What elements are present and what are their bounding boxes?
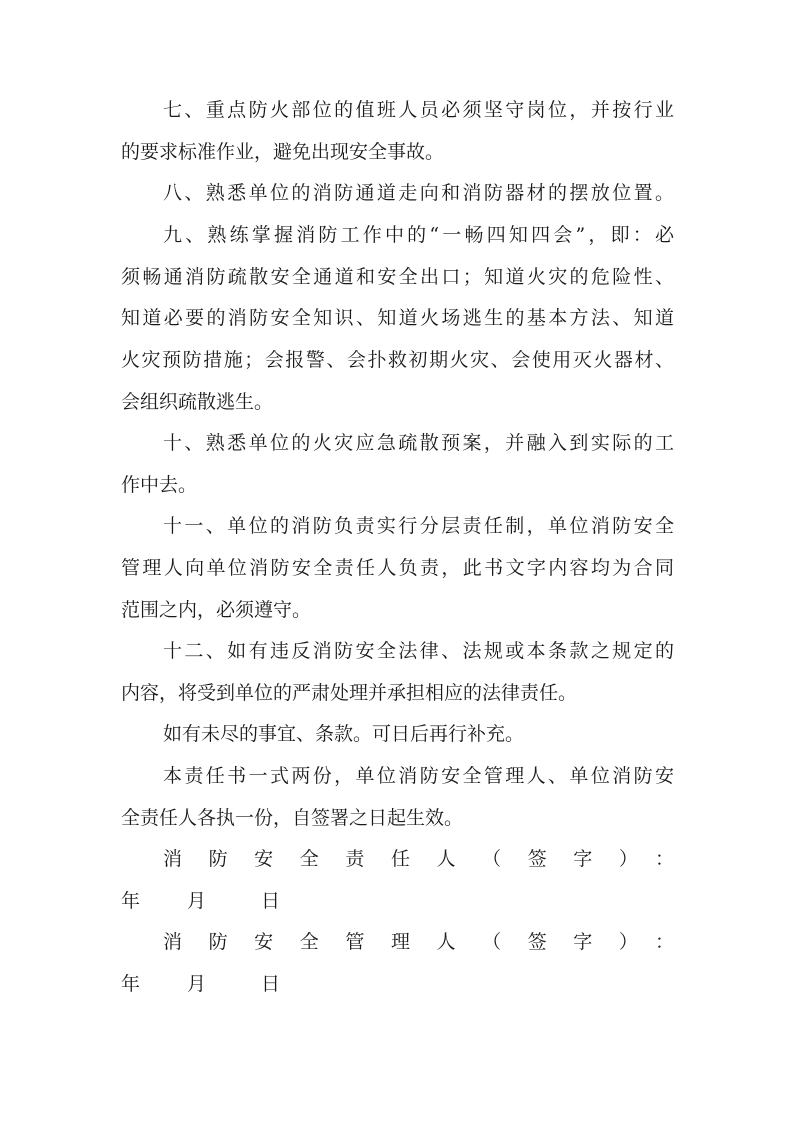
paragraph-line: 如有未尽的事宜、条款。可日后再行补充。 [163,723,525,745]
paragraph-line: 范围之内，必须遵守。 [121,599,312,621]
date-month: 月 [187,890,207,912]
paragraph-line: 作中去。 [121,474,198,496]
paragraph-line: 八、熟悉单位的消防通道走向和消防器材的摆放位置。 [163,182,674,204]
paragraph-line: 的要求标准作业，避免出现安全事故。 [121,141,445,163]
date-year: 年 [121,973,141,995]
paragraph-line: 内容，将受到单位的严肃处理并承担相应的法律责任。 [121,682,578,704]
paragraph-line: 管理人向单位消防安全责任人负责，此书文字内容均为合同 [121,557,674,579]
paragraph-line: 会组织疏散逃生。 [121,391,274,413]
paragraph-line: 须畅通消防疏散安全通道和安全出口；知道火灾的危险性、 [121,266,674,288]
paragraph-line: 全责任人各执一份，自签署之日起生效。 [121,807,464,829]
date-year: 年 [121,890,141,912]
paragraph-line: 十一、单位的消防负责实行分层责任制，单位消防安全 [163,515,674,537]
paragraph-line: 知道必要的消防安全知识、知道火场逃生的基本方法、知道 [121,307,674,329]
paragraph-line: 十、熟悉单位的火灾应急疏散预案，并融入到实际的工 [163,432,674,454]
date-day: 日 [261,890,281,912]
paragraph-line: 七、重点防火部位的值班人员必须坚守岗位，并按行业 [163,99,674,121]
signature-responsible-line: 消防安全责任人（签字）： [163,848,674,870]
paragraph-line: 本责任书一式两份，单位消防安全管理人、单位消防安 [163,765,674,787]
paragraph-line: 九、熟练掌握消防工作中的“一畅四知四会”，即：必 [163,224,674,246]
paragraph-line: 火灾预防措施；会报警、会扑救初期火灾、会使用灭火器材、 [121,349,674,371]
date-month: 月 [187,973,207,995]
paragraph-line: 十二、如有违反消防安全法律、法规或本条款之规定的 [163,640,674,662]
signature-manager-line: 消防安全管理人（签字）： [163,931,674,953]
date-day: 日 [261,973,281,995]
